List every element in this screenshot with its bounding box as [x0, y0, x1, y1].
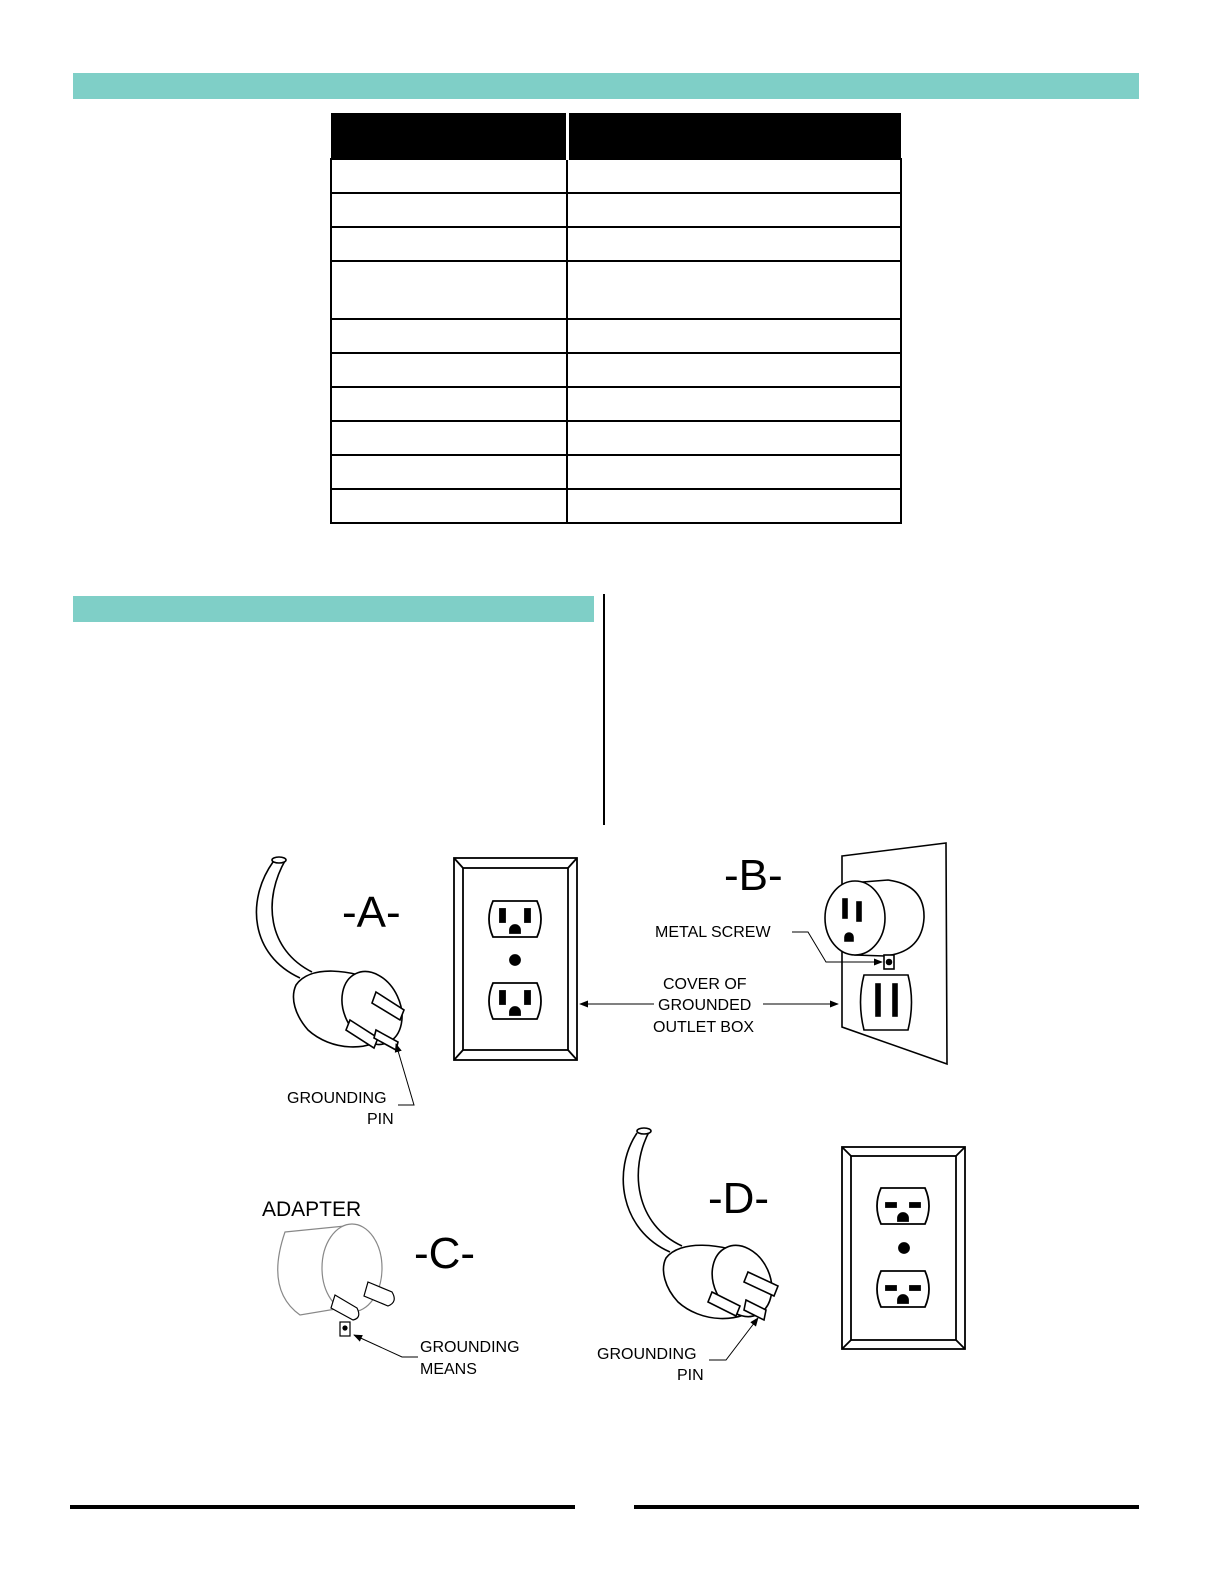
- adapter-label: ADAPTER: [262, 1198, 362, 1221]
- grounding-pin-d-label-line2: PIN: [677, 1367, 704, 1384]
- grounding-means-label-line2: MEANS: [420, 1361, 477, 1378]
- table-row: [331, 227, 901, 261]
- grounding-pin-a-label-line2: PIN: [367, 1111, 394, 1128]
- outlet-d-icon: [842, 1147, 965, 1349]
- grounding-illustration: [0, 830, 1225, 1410]
- label-d: -D-: [708, 1174, 770, 1223]
- label-b: -B-: [724, 851, 783, 900]
- grounding-pin-a-label-line1: GROUNDING: [287, 1090, 387, 1107]
- section-header-bar-left: [73, 596, 594, 622]
- table-row: [331, 455, 901, 489]
- section-header-bar: [73, 73, 1139, 99]
- label-a: -A-: [342, 888, 401, 937]
- outlet-a-icon: [454, 858, 577, 1060]
- grounding-pin-d-arrow: [709, 1318, 758, 1360]
- grounding-pin-a-arrow: [396, 1044, 414, 1105]
- footer-rule-right: [634, 1505, 1139, 1509]
- plug-a-icon: [256, 857, 413, 1054]
- label-c: -C-: [414, 1229, 476, 1278]
- cover-label-line2: GROUNDED: [658, 997, 752, 1014]
- table-row: [331, 159, 901, 193]
- table-row: [331, 319, 901, 353]
- table-header-cell: [567, 113, 901, 159]
- cover-label-line3: OUTLET BOX: [653, 1019, 755, 1036]
- column-divider: [603, 594, 605, 825]
- spec-table: [330, 113, 902, 524]
- table-row: [331, 261, 901, 319]
- grounding-means-arrow: [354, 1335, 418, 1357]
- table-header-row: [331, 113, 901, 159]
- outlet-b-icon: [825, 843, 947, 1064]
- table-row: [331, 353, 901, 387]
- cover-label-line1: COVER OF: [663, 976, 747, 993]
- grounding-pin-d-label-line1: GROUNDING: [597, 1346, 697, 1363]
- plug-d-icon: [623, 1128, 783, 1326]
- grounding-means-label-line1: GROUNDING: [420, 1339, 520, 1356]
- adapter-icon: [278, 1224, 395, 1336]
- table-row: [331, 387, 901, 421]
- table-header-cell: [331, 113, 567, 159]
- metal-screw-label: METAL SCREW: [655, 924, 771, 941]
- table-row: [331, 421, 901, 455]
- table-row: [331, 193, 901, 227]
- footer-rule-left: [70, 1505, 575, 1509]
- table-row: [331, 489, 901, 523]
